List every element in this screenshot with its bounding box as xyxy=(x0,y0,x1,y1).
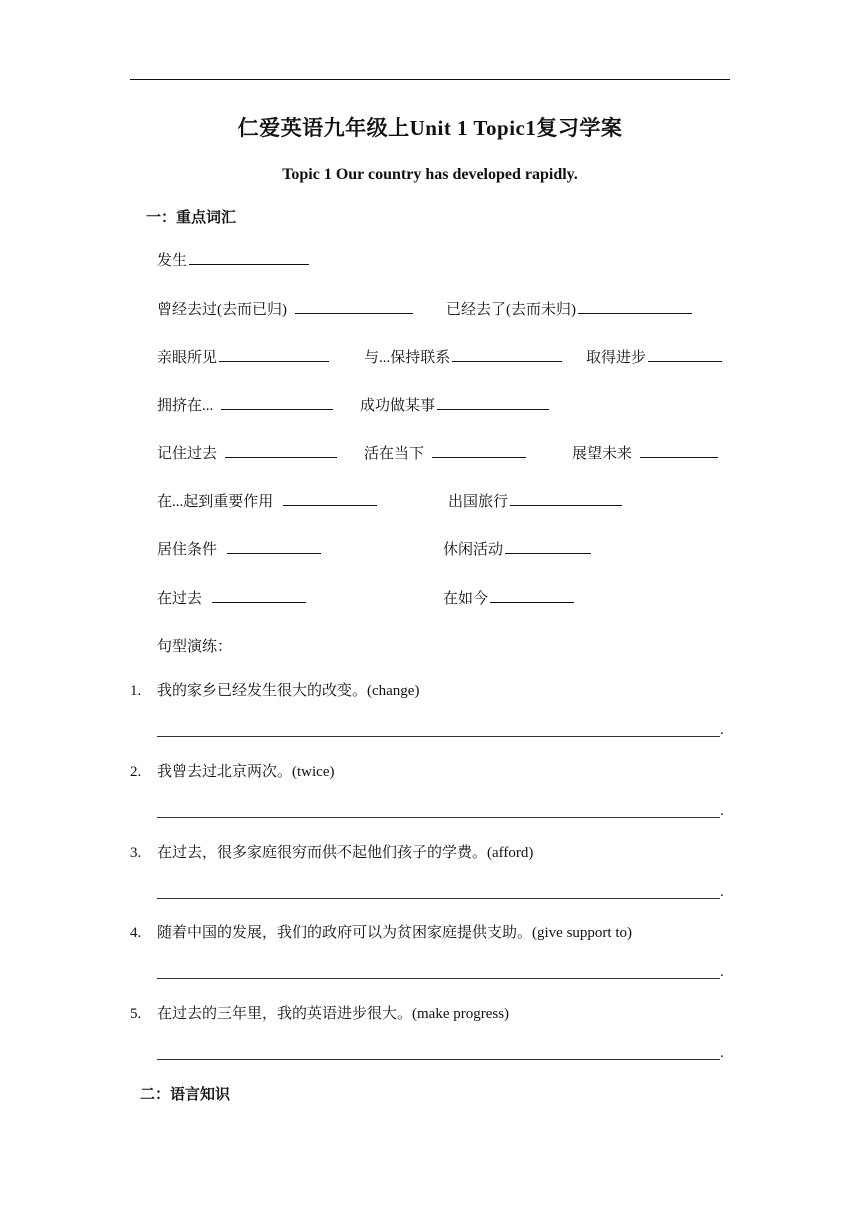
answer-line[interactable] xyxy=(157,1059,720,1060)
question-text: 我的家乡已经发生很大的改变。(change) xyxy=(157,683,420,699)
vocab-item xyxy=(443,537,591,559)
vocab-label: 居住条件 xyxy=(157,542,218,558)
question-3 xyxy=(130,841,533,862)
vocab-item xyxy=(443,586,574,608)
vocab-row xyxy=(0,489,860,511)
vocab-label: 亲眼所见 xyxy=(157,350,218,366)
answer-blank[interactable] xyxy=(283,489,377,506)
question-1 xyxy=(130,679,419,700)
question-text: 随着中国的发展，我们的政府可以为贫困家庭提供支助。(give support to) xyxy=(157,925,632,941)
answer-blank[interactable] xyxy=(212,586,306,603)
answer-blank[interactable] xyxy=(648,345,722,362)
answer-period: . xyxy=(720,803,724,819)
vocab-row xyxy=(0,441,860,463)
vocab-item xyxy=(360,393,549,415)
vocab-item xyxy=(446,297,692,319)
question-5 xyxy=(130,1002,509,1023)
answer-line[interactable] xyxy=(157,898,720,899)
answer-blank[interactable] xyxy=(640,441,718,458)
vocab-item xyxy=(157,441,337,463)
answer-line[interactable] xyxy=(157,978,720,979)
answer-line[interactable] xyxy=(157,817,720,818)
answer-blank[interactable] xyxy=(227,537,321,554)
vocab-label: 活在当下 xyxy=(364,446,425,462)
question-text: 在过去的三年里，我的英语进步很大。(make progress) xyxy=(157,1006,510,1022)
vocab-row xyxy=(0,393,860,415)
sentence-practice-label: 句型演练： xyxy=(157,639,233,655)
vocab-label: 拥挤在... xyxy=(157,398,214,414)
answer-line[interactable] xyxy=(157,736,720,737)
question-text: 在过去，很多家庭很穷而供不起他们孩子的学费。(afford) xyxy=(157,845,534,861)
section-heading-language: 二：语言知识 xyxy=(140,1087,231,1103)
vocab-label: 出国旅行 xyxy=(448,494,509,510)
vocab-label: 成功做某事 xyxy=(360,398,436,414)
answer-blank[interactable] xyxy=(452,345,562,362)
vocab-item xyxy=(157,297,413,319)
vocab-item xyxy=(572,441,718,463)
answer-blank[interactable] xyxy=(189,248,309,265)
answer-blank[interactable] xyxy=(219,345,329,362)
vocab-item xyxy=(448,489,622,511)
question-number: 2. xyxy=(130,764,142,780)
question-number: 5. xyxy=(130,1006,142,1022)
vocab-item xyxy=(157,489,377,511)
answer-period: . xyxy=(720,884,724,900)
answer-blank[interactable] xyxy=(221,393,333,410)
vocab-row xyxy=(0,586,860,608)
page-subtitle: Topic 1 Our country has developed rapidly. xyxy=(282,166,578,183)
answer-period: . xyxy=(720,1045,724,1061)
answer-blank[interactable] xyxy=(510,489,622,506)
vocab-label: 记住过去 xyxy=(157,446,218,462)
vocab-label: 在如今 xyxy=(443,591,489,607)
vocab-item xyxy=(364,345,562,367)
vocab-item xyxy=(364,441,526,463)
answer-blank[interactable] xyxy=(505,537,591,554)
vocab-label: 在...起到重要作用 xyxy=(157,494,274,510)
vocab-label: 取得进步 xyxy=(586,350,647,366)
answer-blank[interactable] xyxy=(437,393,549,410)
vocab-item xyxy=(157,393,333,415)
question-4 xyxy=(130,921,632,942)
answer-blank[interactable] xyxy=(490,586,574,603)
vocab-label: 发生 xyxy=(157,253,188,269)
vocab-item xyxy=(157,586,306,608)
vocab-row xyxy=(0,537,860,559)
vocab-item xyxy=(157,248,309,270)
vocab-item xyxy=(586,345,722,367)
vocab-label: 曾经去过(去而已归) xyxy=(157,302,287,318)
vocab-label: 展望未来 xyxy=(572,446,633,462)
answer-blank[interactable] xyxy=(432,441,526,458)
section-heading-vocab: 一：重点词汇 xyxy=(146,210,237,226)
answer-period: . xyxy=(720,964,724,980)
question-number: 1. xyxy=(130,683,142,699)
vocab-label: 与...保持联系 xyxy=(364,350,451,366)
answer-blank[interactable] xyxy=(225,441,337,458)
vocab-row xyxy=(0,248,860,270)
page-title: 仁爱英语九年级上Unit 1 Topic1复习学案 xyxy=(237,116,623,140)
vocab-label: 休闲活动 xyxy=(443,542,504,558)
vocab-row xyxy=(0,297,860,319)
question-number: 3. xyxy=(130,845,142,861)
answer-blank[interactable] xyxy=(578,297,692,314)
question-text: 我曾去过北京两次。(twice) xyxy=(157,764,335,780)
answer-period: . xyxy=(720,722,724,738)
vocab-row xyxy=(0,345,860,367)
vocab-label: 在过去 xyxy=(157,591,203,607)
vocab-item xyxy=(157,537,321,559)
vocab-label: 已经去了(去而未归) xyxy=(446,302,576,318)
vocab-item xyxy=(157,345,329,367)
question-number: 4. xyxy=(130,925,142,941)
question-2 xyxy=(130,760,334,781)
top-rule xyxy=(130,79,730,80)
answer-blank[interactable] xyxy=(295,297,413,314)
